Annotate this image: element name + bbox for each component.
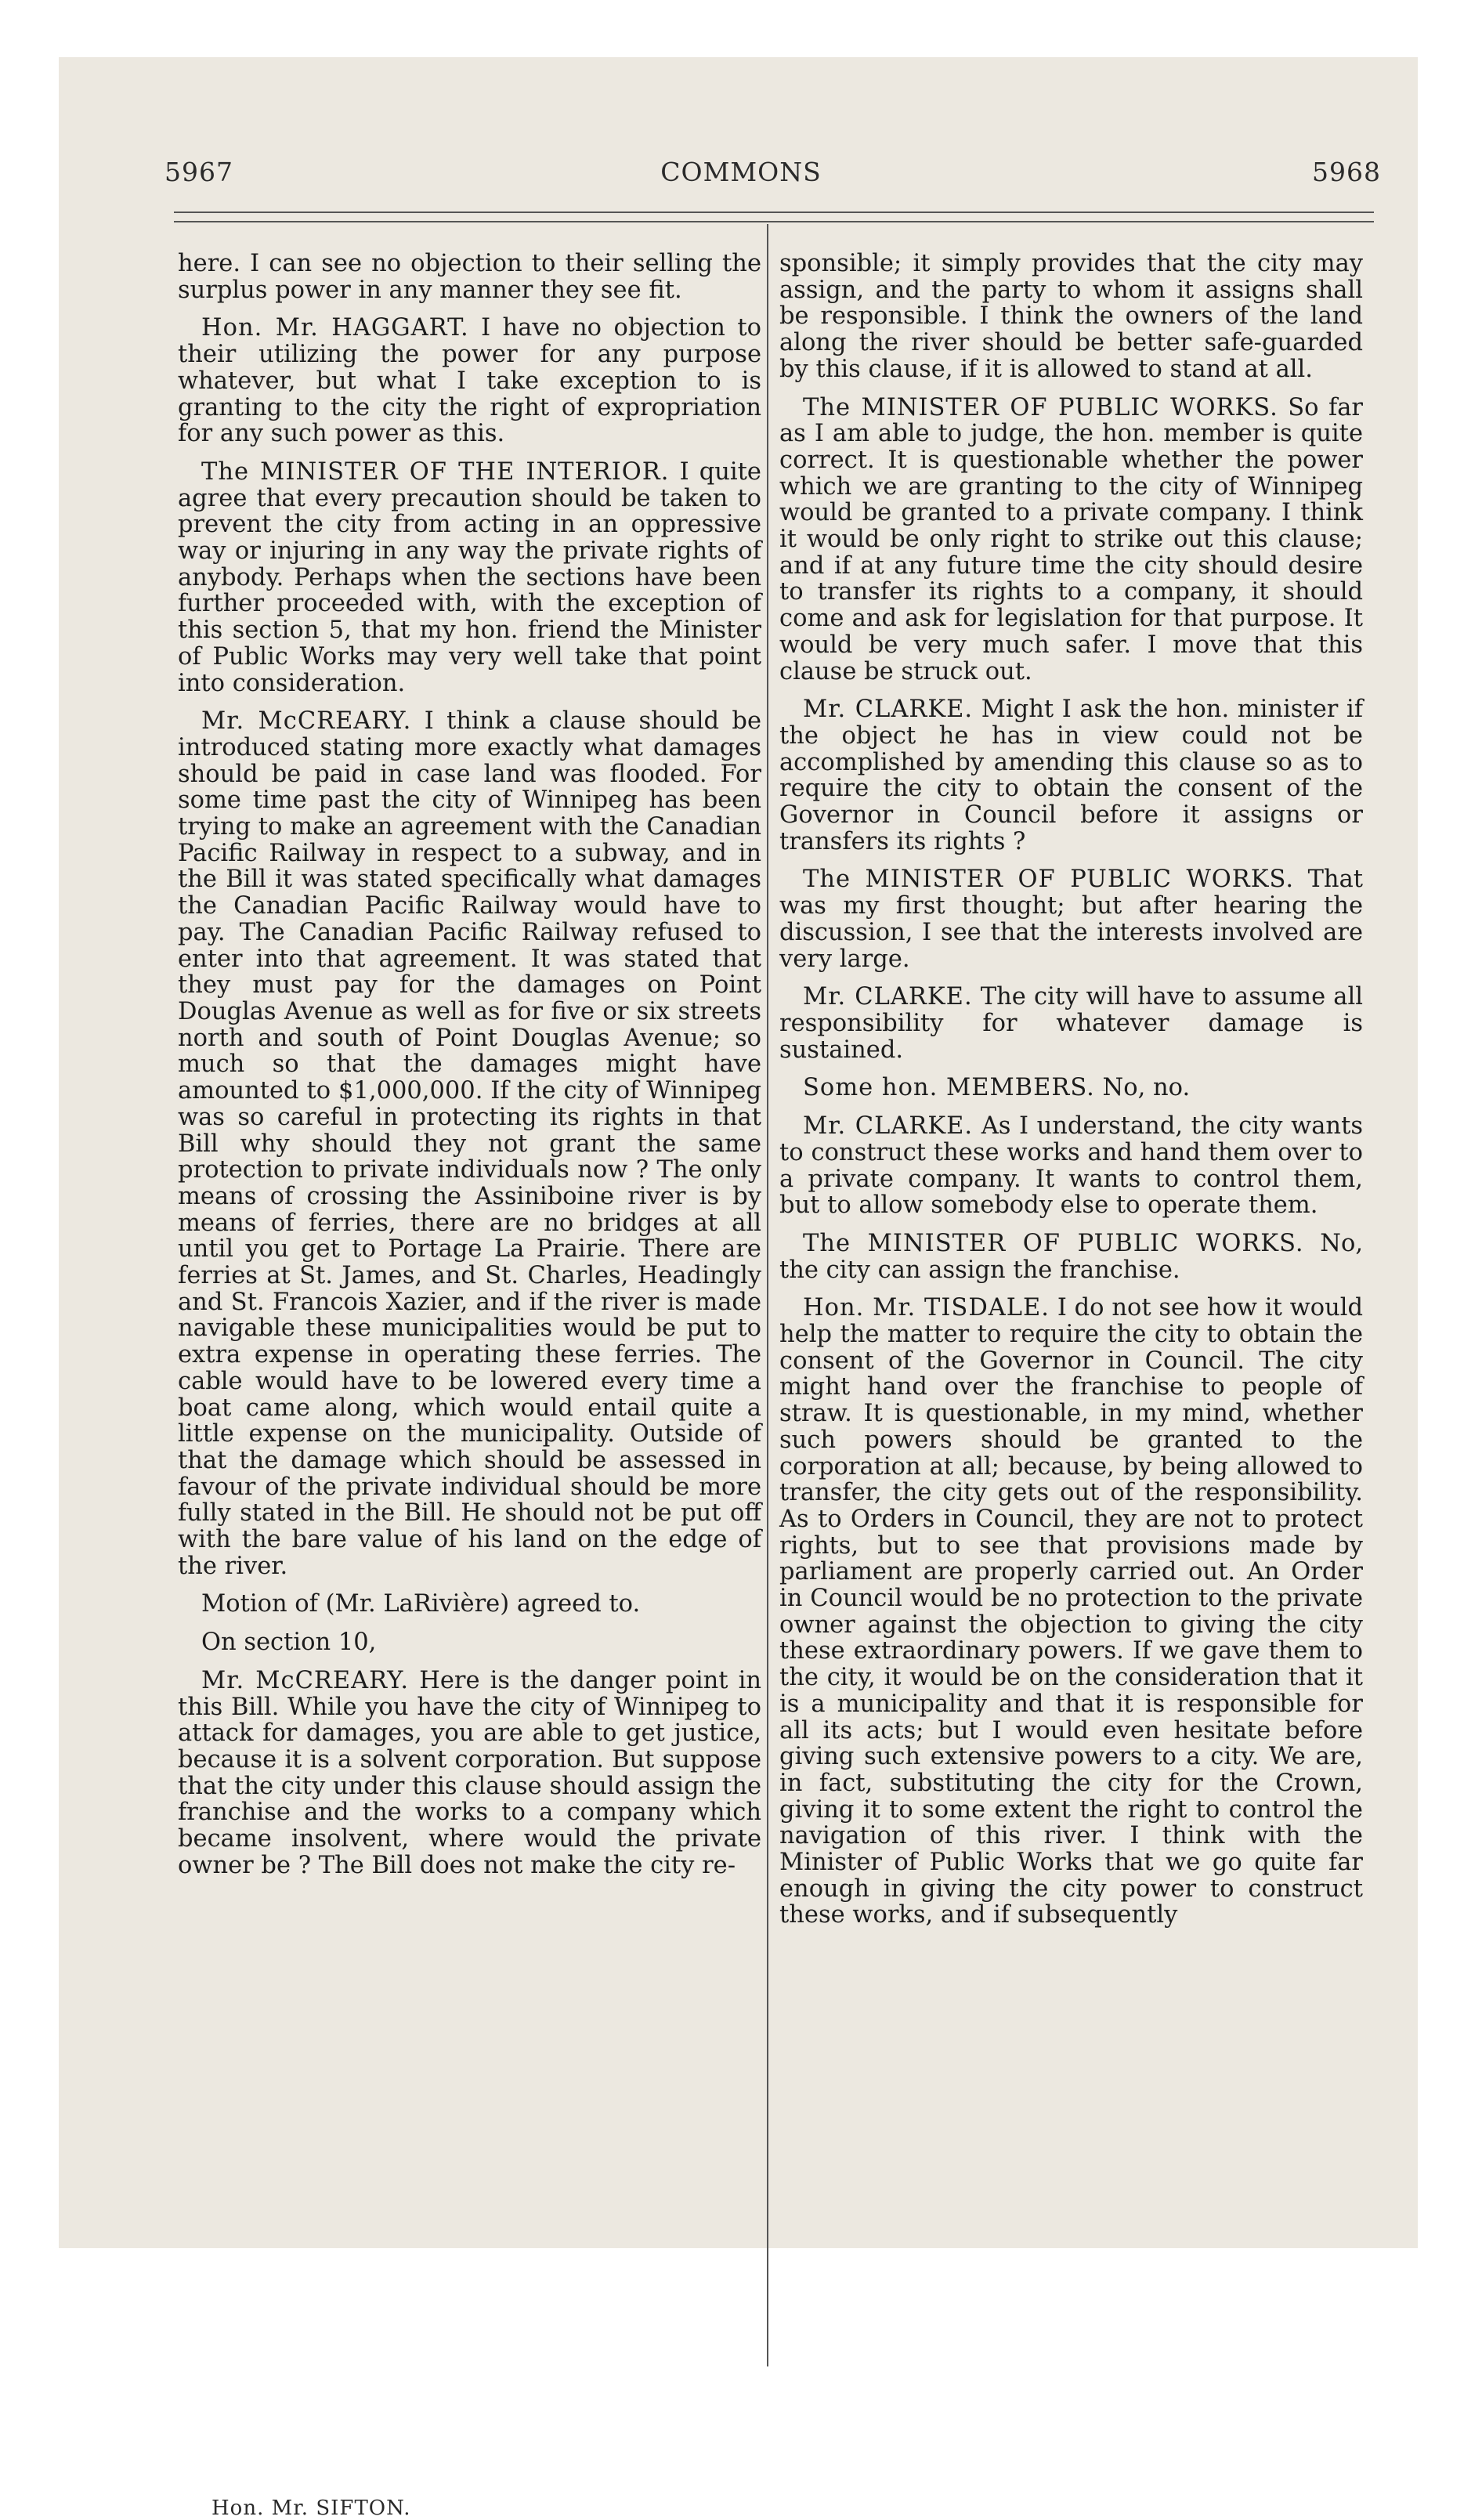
paragraph-text: I do not see how it would help the matter to require the city to obtain the consent of the Governor in Council. The city might hand over the franchise to people of straw. It is questionable, in my mind, whether such powers should be granted to the corporation at all; because, by being allowed to transfer, the city gets out of the responsibility. As to Orders in Council, they are not to protect rights, but to see that provisions made by parliament are properly carried out. An Order in Council would be no protection to the private owner against the objection to giving the city these extraordinary powers. If we gave them to the city, it would be on the consideration that it is a municipality and that it is responsible for all its acts; but I would even hesitate before giving such extensive powers to a city. We are, in fact, substituting the city for the Crown, giving it to some extent the right to control the navigation of this river. I think with the Minister of Public Works that we go quite far enough in giving the city power to construct these works, and if subsequently — [779, 1294, 1363, 1929]
speaker-name: The MINISTER OF PUBLIC WORKS. — [803, 1229, 1304, 1257]
paragraph-text: sponsible; it simply provides that the city may assign, and the party to whom it assigns shall be responsible. I think the owners of the land along the river should be better safe-guarded by this clause, if it is allowed to stand at all. — [779, 250, 1363, 383]
right-column — [779, 251, 1363, 1940]
paragraph-text: Here is the danger point in this Bill. While you have the city of Winnipeg to attack for damages, you are able to get justice, because it is a solvent corporation. But suppose that the city under this clause should assign the franchise and the works to a company which became insolvent, where would the private owner be ? The Bill does not make the city re- — [178, 1666, 761, 1879]
column-divider — [767, 224, 768, 2366]
speech-paragraph — [178, 459, 761, 696]
paragraph-text: I think a clause should be introduced stating more exactly what damages should be paid in case land was flooded. For some time past the city of Winnipeg has been trying to make an agreement with the Canadian Pacific Railway in respect to a subway, and in the Bill it was stated specifically what damages the Canadian Pacific Railway would have to pay. The Canadian Pacific Railway refused to enter into that agreement. It was stated that they must pay for the damages on Point Douglas Avenue as well as for five or six streets north and south of Point Douglas Avenue; so much so that the damages might have amounted to $1,000,000. If the city of Winnipeg was so careful in protecting its rights in that Bill why should they not grant the same protection to private individuals now ? The only means of crossing the Assiniboine river is by means of ferries, there are no bridges at all until you get to Portage La Prairie. There are ferries at St. James, and St. Charles, Headingly and St. Francois Xazier, and if the river is made navigable these municipalities would be put to extra expense in operating these ferries. The cable would have to be lowered every time a boat came along, which would entail quite a little expense on the municipality. Outside of that the damage which should be assessed in favour of the private individual should be more fully stated in the Bill. He should not be put off with the bare value of his land on the edge of the river. — [178, 707, 761, 1580]
paragraph-text: That was my first thought; but after hearing the discussion, I see that the interests involved are very large. — [779, 866, 1364, 973]
paragraph-text: here. I can see no objection to their selling the surplus power in any manner they see fit. — [178, 250, 761, 304]
paragraph-text: So far as I am able to judge, the hon. member is quite correct. It is questionable whether the power which we are granting to the city of Winnipeg would be granted to a private company. I think it would be only right to strike out this clause; and if at any future time the city should desire to transfer its rights to a company, it should come and ask for legislation for that purpose. It would be very much safer. I move that this clause be struck out. — [779, 393, 1363, 685]
paragraph-text: No, the city can assign the franchise. — [779, 1229, 1364, 1284]
text-paragraph — [178, 251, 761, 303]
speech-paragraph — [178, 708, 761, 1579]
speech-paragraph — [178, 315, 761, 447]
left-column — [178, 251, 761, 1890]
speaker-name: Mr. McCREARY. — [201, 707, 412, 736]
header-rule-bottom — [174, 221, 1374, 222]
speech-paragraph — [779, 1295, 1363, 1929]
paragraph-text: On section 10, — [201, 1629, 377, 1657]
paragraph-text: I quite agree that every precaution should be taken to prevent the city from acting in an oppressive way or injuring in any way the private rights of anybody. Perhaps when the sections have been further proceeded with, with the exception of this section 5, that my hon. friend the Minister of Public Works may very well take that point into consideration. — [178, 457, 761, 697]
right-page-number: 5968 — [1312, 157, 1381, 187]
text-paragraph — [178, 1629, 761, 1656]
speaker-name: Some hon. MEMBERS. — [803, 1074, 1095, 1102]
speech-paragraph — [779, 1113, 1363, 1219]
paragraph-text: As I understand, the city wants to construct these works and hand them over to a private company. It wants to control them, but to allow somebody else to operate them. — [779, 1112, 1363, 1220]
speech-paragraph — [779, 1231, 1363, 1283]
speech-paragraph — [779, 696, 1363, 855]
running-header-title: COMMONS — [660, 157, 822, 187]
left-page-number: 5967 — [164, 157, 233, 187]
paragraph-text: Motion of (Mr. LaRivière) agreed to. — [201, 1590, 641, 1618]
paragraph-text: Might I ask the hon. minister if the object he has in view could not be accomplished by amending this clause so as to require the city to obtain the consent of the Governor in Council before it assigns or transfers its rights ? — [779, 696, 1363, 855]
paragraph-text: No, no. — [1102, 1074, 1191, 1102]
paragraph-text: The city will have to assume all responsibility for whatever damage is sustained. — [779, 983, 1363, 1064]
speaker-name: Mr. CLARKE. — [803, 696, 974, 724]
speaker-name: The MINISTER OF PUBLIC WORKS. — [803, 866, 1295, 894]
speaker-name: Mr. CLARKE. — [803, 983, 973, 1011]
speech-paragraph — [779, 984, 1363, 1063]
speech-paragraph — [178, 1668, 761, 1879]
footer-speaker-note: Hon. Mr. SIFTON. — [211, 2496, 411, 2520]
speaker-name: The MINISTER OF THE INTERIOR. — [201, 457, 670, 486]
speech-paragraph — [779, 866, 1363, 972]
speaker-name: Hon. Mr. HAGGART. — [201, 314, 469, 342]
speech-paragraph — [779, 1075, 1363, 1101]
text-paragraph — [779, 251, 1363, 383]
paragraph-text: I have no objection to their utilizing the power for any purpose whatever, but what I take exception to is granting to the city the right of expropriation for any such power as this. — [178, 314, 761, 448]
header-rule-top — [174, 212, 1374, 213]
speaker-name: Mr. McCREARY. — [201, 1666, 410, 1694]
speaker-name: Hon. Mr. TISDALE. — [803, 1294, 1050, 1322]
text-paragraph — [178, 1591, 761, 1618]
speech-paragraph — [779, 395, 1363, 685]
speaker-name: Mr. CLARKE. — [803, 1112, 974, 1141]
speaker-name: The MINISTER OF PUBLIC WORKS. — [803, 393, 1278, 421]
